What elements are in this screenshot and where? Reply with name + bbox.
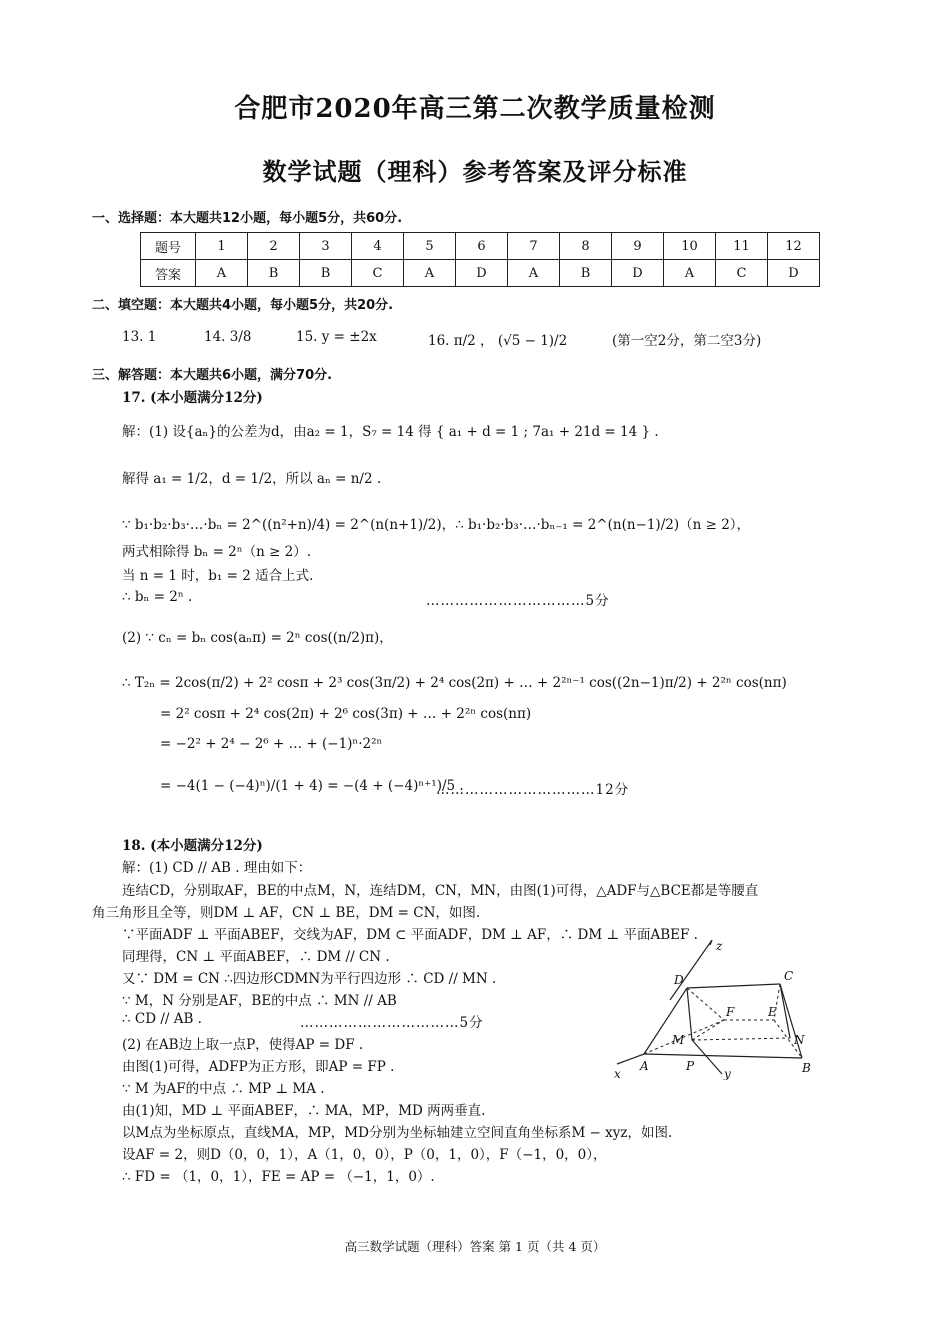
table-cell: 3 (300, 233, 352, 260)
page-subtitle: 数学试题（理科）参考答案及评分标准 (262, 157, 688, 186)
q17-line: ∴ bₙ = 2ⁿ . (122, 589, 193, 605)
table-cell: 8 (560, 233, 612, 260)
q18-line: 又∵ DM = CN ∴四边形CDMN为平行四边形 ∴ CD // MN . (122, 971, 497, 987)
fill-answer-16: 16. π/2 ， (√5 − 1)/2 (428, 333, 568, 349)
q17-score-12: ……………………………12分 (436, 782, 630, 798)
q18-line: 连结CD，分别取AF，BE的中点M，N，连结DM，CN，MN，由图(1)可得，△ADF与△BCE都是等腰直 (122, 883, 759, 899)
table-cell: 2 (248, 233, 300, 260)
table-cell: 7 (508, 233, 560, 260)
q17-header: 17. (本小题满分12分) (122, 390, 263, 406)
q18-line: 以M点为坐标原点，直线MA，MP，MD分别为坐标轴建立空间直角坐标系M − xyz，如图. (122, 1125, 673, 1141)
q18-line: ∴ CD // AB . (122, 1011, 202, 1027)
page-title: 合肥市2020年高三第二次教学质量检测 (234, 94, 716, 124)
label-x: x (614, 1067, 621, 1080)
q18-line: 同理得，CN ⊥ 平面ABEF，∴ DM // CN . (122, 949, 390, 965)
q17-line: 当 n = 1 时，b₁ = 2 适合上式. (122, 568, 314, 584)
q17-line: = 2² cosπ + 2⁴ cos(2π) + 2⁶ cos(3π) + … + 2²ⁿ cos(nπ) (160, 706, 532, 722)
q17-line: (2) ∵ cₙ = bₙ cos(aₙπ) = 2ⁿ cos((n/2)π)， (122, 630, 393, 646)
table-cell: A (404, 260, 456, 287)
page-footer: 高三数学试题（理科）答案 第 1 页（共 4 页） (344, 1239, 606, 1254)
table-cell: 12 (768, 233, 820, 260)
label-a: A (640, 1059, 649, 1073)
figure-hidden-edges (644, 984, 802, 1058)
q17-line: ∵ b₁·b₂·b₃·…·bₙ = 2^((n²+n)/4) = 2^(n(n+1)/2)，∴ b₁·b₂·b₃·…·bₙ₋₁ = 2^(n(n−1)/2)（n ≥ 2）， (122, 517, 751, 533)
table-cell: D (768, 260, 820, 287)
edge-ab (644, 1054, 802, 1058)
table-header-cell: 答案 (141, 260, 196, 287)
label-y: y (724, 1067, 731, 1080)
y-axis-line (692, 1040, 722, 1074)
table-cell: D (612, 260, 664, 287)
q17-line: = −2² + 2⁴ − 2⁶ + … + (−1)ⁿ·2²ⁿ (160, 736, 383, 752)
label-e: E (768, 1005, 777, 1019)
label-f: F (726, 1005, 735, 1019)
label-p: P (686, 1059, 695, 1073)
q18-line: 角三角形且全等，则DM ⊥ AF，CN ⊥ BE，DM = CN，如图. (92, 905, 481, 921)
label-d: D (674, 973, 684, 987)
answer-table (140, 232, 820, 287)
q18-score-5: ……………………………5分 (300, 1015, 484, 1031)
table-cell: 6 (456, 233, 508, 260)
edge-mf (692, 1020, 724, 1040)
table-row (141, 233, 820, 260)
table-cell: B (560, 260, 612, 287)
label-z: z (716, 940, 723, 953)
table-cell: C (352, 260, 404, 287)
table-cell: D (456, 260, 508, 287)
table-cell: B (248, 260, 300, 287)
q17-line: 解：(1) 设{aₙ}的公差为d，由a₂ = 1，S₇ = 14 得 { a₁ + d = 1 ; 7a₁ + 21d = 14 } . (122, 424, 659, 440)
q17-score-5: ……………………………5分 (426, 593, 610, 609)
table-cell: 4 (352, 233, 404, 260)
edge-dm (687, 988, 692, 1040)
label-c: C (784, 969, 794, 983)
table-cell: 9 (612, 233, 664, 260)
q17-line: 两式相除得 bₙ = 2ⁿ（n ≥ 2）. (122, 544, 312, 560)
table-cell: 10 (664, 233, 716, 260)
q17-line: ∴ T₂ₙ = 2cos(π/2) + 2² cosπ + 2³ cos(3π/2) + 2⁴ cos(2π) + … + 2²ⁿ⁻¹ cos((2n−1)π/2) + 2²ⁿ cos(nπ) (122, 675, 787, 691)
fill-answer-13: 13. 1 (122, 329, 157, 345)
q18-line: 解：(1) CD // AB . 理由如下： (122, 860, 312, 876)
table-row (141, 260, 820, 287)
q18-line: ∴ FD = （1，0，1），FE = AP = （−1，1，0）. (122, 1169, 435, 1185)
edge-dc (687, 984, 780, 988)
label-b: B (802, 1061, 811, 1075)
geometry-figure (612, 940, 822, 1080)
q18-line: ∵平面ADF ⊥ 平面ABEF，交线为AF，DM ⊂ 平面ADF，DM ⊥ AF，∴ DM ⊥ 平面ABEF . (122, 927, 698, 943)
z-axis-line (670, 940, 712, 1000)
q18-line: (2) 在AB边上取一点P，使得AP = DF . (122, 1037, 364, 1053)
section-choice-heading: 一、选择题：本大题共12小题，每小题5分，共60分. (92, 211, 403, 226)
edge-df (687, 988, 724, 1020)
q18-line: ∵ M 为AF的中点 ∴ MP ⊥ MA . (122, 1081, 325, 1097)
q17-line: 解得 a₁ = 1/2，d = 1/2，所以 aₙ = n/2 . (122, 471, 382, 487)
table-cell: 11 (716, 233, 768, 260)
table-cell: B (300, 260, 352, 287)
label-m: M (672, 1033, 685, 1047)
q18-line: 由(1)知，MD ⊥ 平面ABEF，∴ MA，MP，MD 两两垂直. (122, 1103, 486, 1119)
fill-answer-15: 15. y = ±2x (296, 329, 377, 345)
edge-mn (692, 1038, 790, 1040)
q18-header: 18. (本小题满分12分) (122, 838, 263, 854)
q17-line: = −4(1 − (−4)ⁿ)/(1 + 4) = −(4 + (−4)ⁿ⁺¹)/5 . (160, 778, 464, 794)
table-cell: A (508, 260, 560, 287)
table-cell: A (196, 260, 248, 287)
fill-answer-14: 14. 3/8 (204, 329, 252, 345)
q18-line: ∵ M，N 分别是AF，BE的中点 ∴ MN // AB (122, 993, 397, 1009)
table-header-cell: 题号 (141, 233, 196, 260)
table-cell: 1 (196, 233, 248, 260)
label-n: N (794, 1033, 805, 1047)
table-cell: 5 (404, 233, 456, 260)
table-cell: C (716, 260, 768, 287)
fill-answer-16-note: (第一空2分，第二空3分) (612, 333, 762, 349)
q18-line: 由图(1)可得，ADFP为正方形，即AP = FP . (122, 1059, 395, 1075)
section-solve-heading: 三、解答题：本大题共6小题，满分70分. (92, 368, 333, 383)
q18-line: 设AF = 2，则D（0，0，1），A（1，0，0），P（0，1，0），F（−1，0，0）， (122, 1147, 607, 1163)
table-cell: A (664, 260, 716, 287)
section-fill-heading: 二、填空题：本大题共4小题，每小题5分，共20分. (92, 298, 394, 313)
